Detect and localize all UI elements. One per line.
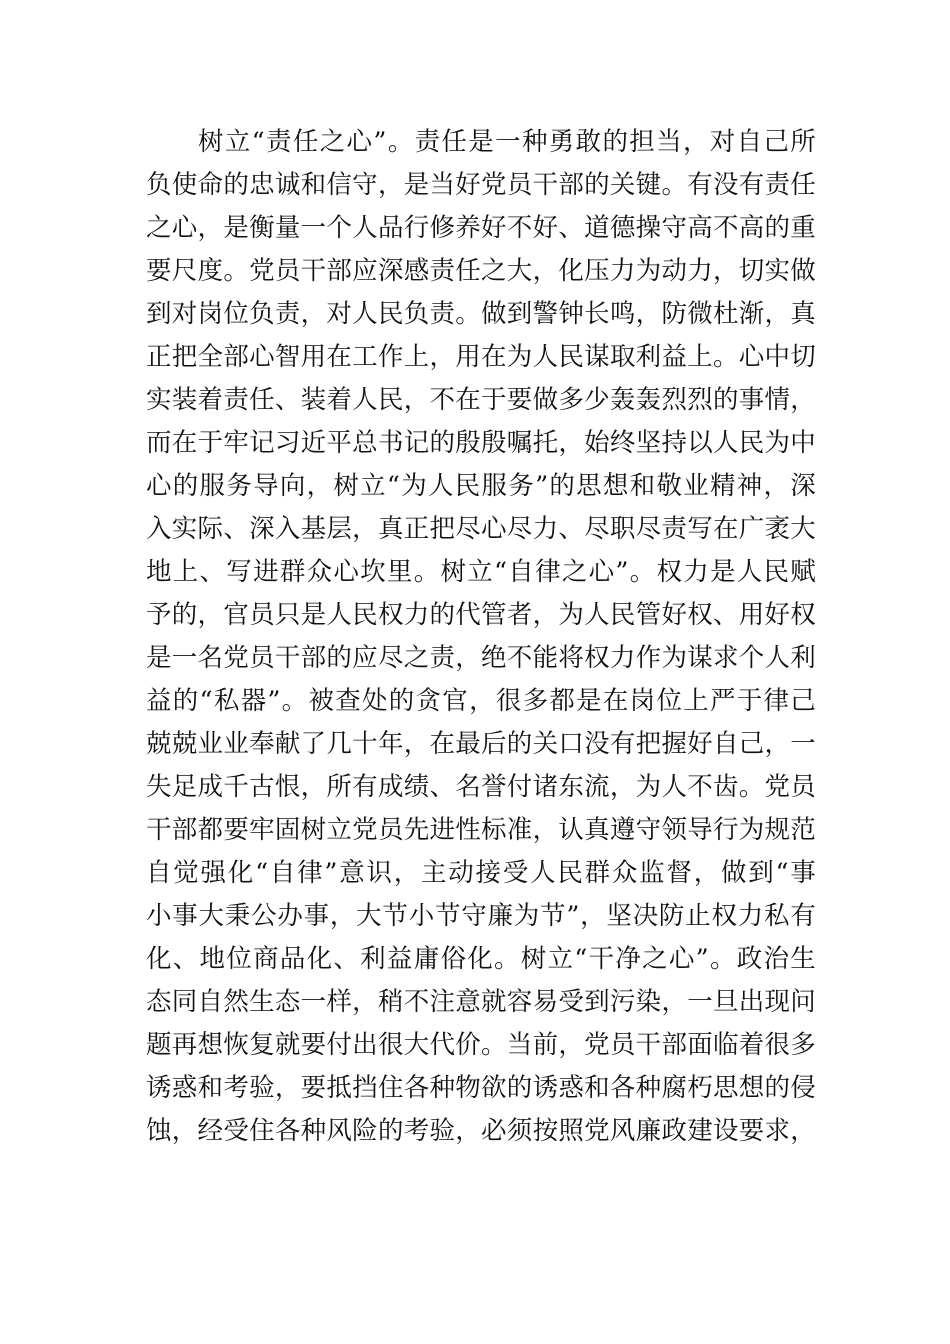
text-line: 心的服务导向，树立“为人民服务”的思想和敬业精神，深 [146, 471, 816, 501]
body-paragraph [146, 121, 816, 1153]
text-line: 正把全部心智用在工作上，用在为人民谋取利益上。心中切 [146, 342, 816, 372]
text-line: 树立“责任之心”。责任是一种勇敢的担当，对自己所 [198, 127, 816, 157]
text-line: 态同自然生态一样，稍不注意就容易受到污染，一旦出现问 [146, 987, 816, 1017]
text-line: 要尺度。党员干部应深感责任之大，化压力为动力，切实做 [146, 256, 816, 286]
text-line: 化、地位商品化、利益庸俗化。树立“干净之心”。政治生 [146, 944, 816, 974]
text-line: 益的“私器”。被查处的贪官，很多都是在岗位上严于律己 [146, 686, 816, 716]
text-line: 蚀，经受住各种风险的考验，必须按照党风廉政建设要求， [146, 1116, 816, 1146]
text-line: 题再想恢复就要付出很大代价。当前，党员干部面临着很多 [146, 1030, 816, 1060]
text-line: 诱惑和考验，要抵挡住各种物欲的诱惑和各种腐朽思想的侵 [146, 1073, 816, 1103]
text-line: 到对岗位负责，对人民负责。做到警钟长鸣，防微杜渐，真 [146, 299, 816, 329]
text-line: 负使命的忠诚和信守，是当好党员干部的关键。有没有责任 [146, 170, 816, 200]
text-line: 干部都要牢固树立党员先进性标准，认真遵守领导行为规范 [146, 815, 816, 845]
text-line: 失足成千古恨，所有成绩、名誉付诸东流，为人不齿。党员 [146, 772, 816, 802]
text-line: 小事大秉公办事，大节小节守廉为节”，坚决防止权力私有 [146, 901, 816, 931]
text-line: 兢兢业业奉献了几十年，在最后的关口没有把握好自己，一 [146, 729, 816, 759]
text-line: 予的，官员只是人民权力的代管者，为人民管好权、用好权 [146, 600, 816, 630]
text-line: 地上、写进群众心坎里。树立“自律之心”。权力是人民赋 [146, 557, 816, 587]
text-line: 而在于牢记习近平总书记的殷殷嘱托，始终坚持以人民为中 [146, 428, 816, 458]
text-line: 入实际、深入基层，真正把尽心尽力、尽职尽责写在广袤大 [146, 514, 816, 544]
text-line: 是一名党员干部的应尽之责，绝不能将权力作为谋求个人利 [146, 643, 816, 673]
text-line: 实装着责任、装着人民，不在于要做多少轰轰烈烈的事情， [146, 385, 816, 415]
text-line: 自觉强化“自律”意识，主动接受人民群众监督，做到“事 [146, 858, 816, 888]
text-line: 之心，是衡量一个人品行修养好不好、道德操守高不高的重 [146, 213, 816, 243]
